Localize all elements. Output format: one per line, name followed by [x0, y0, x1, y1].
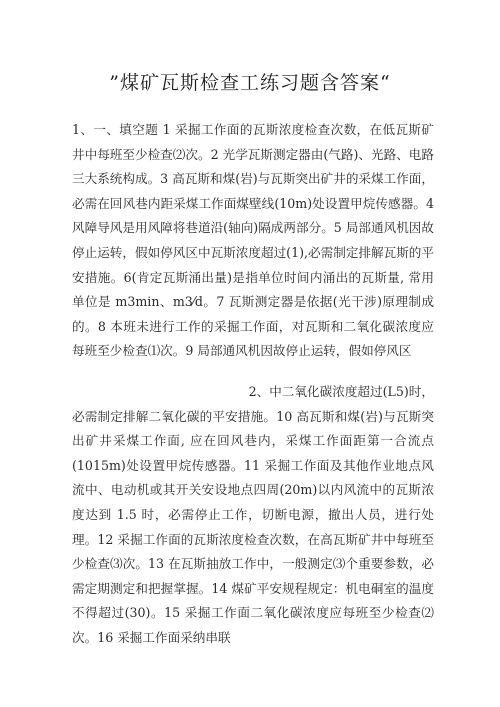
- paragraph-2-lead: 2、中二氧化碳浓度超过(L5)时，: [248, 384, 434, 399]
- paragraph-2-text: 必需制定排解二氧化碳的平安措施。10 高瓦斯和煤(岩)与瓦斯突出矿井采煤工作面, 应在回风巷内，采煤工作面距第一合流点(1015m)处设置甲烷传感器。11 采掘工作面及其他作业地点风流中、电动机或其开关安设地点四周(20m)以内风流中的瓦斯浓度达到 1.5 时，必需停止工作，切断电源，撤出人员，进行处理。12 采掘工作面的瓦斯浓度检查次数，在高瓦斯矿井中每班至少检查⑶次。13 在瓦斯抽放工作中，一般测定⑶个重要参数，必需定期测定和把握掌握。14 煤矿平安规程规定：机电硐室的温度不得超过(30)。15 采掘工作面二氧化碳浓度应每班至少检查⑵次。16 采掘工作面采纳串联: [72, 408, 434, 645]
- paragraph-1: 1、一、填空题 1 采掘工作面的瓦斯浓度检查次数，在低瓦斯矿井中每班至少检查⑵次。2 光学瓦斯测定器由(气路)、光路、电路三大系统构成。3 高瓦斯和煤(岩)与瓦斯突出矿井的采煤工作面，必需在回风巷内距采煤工作面煤壁线(10m)处设置甲烷传感器。4 风障导风是用风障将巷道沿(轴向)隔成两部分。5 局部通风机因故停止运转，假如停风区中瓦斯浓度超过(1),必需制定排解瓦斯的平安措施。6(肯定瓦斯涌出量)是指单位时间内涌出的瓦斯量, 常用单位是 m3min、m3⁄d。7 瓦斯测定器是依据(光干涉)原理制成的。8 本班未进行工作的采掘工作面，对瓦斯和二氧化碳浓度应每班至少检查⑴次。9 局部通风机因故停止运转，假如停风区: [72, 122, 434, 359]
- document-title: ”煤矿瓦斯检查工练习题含答案“: [109, 72, 391, 94]
- paragraph-2: [72, 380, 434, 645]
